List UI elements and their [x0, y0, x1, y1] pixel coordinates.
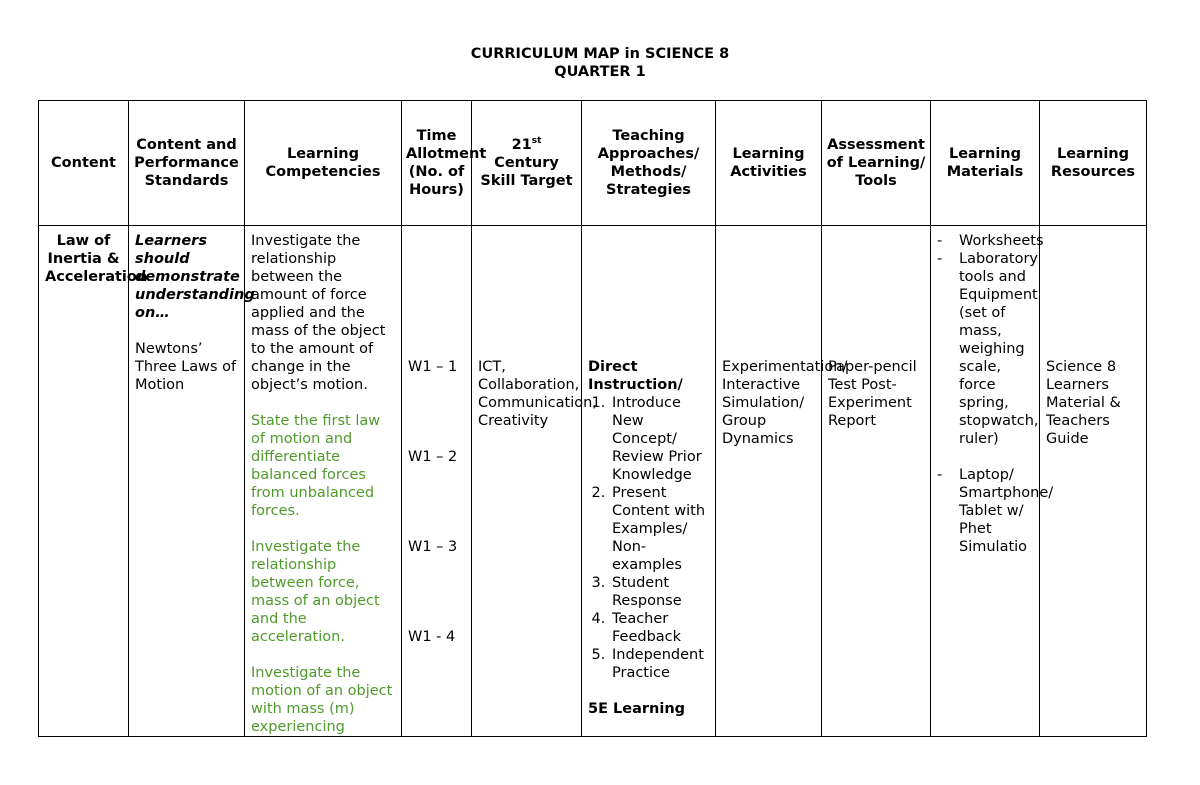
- header-standards: Content and Performance Standards: [129, 101, 245, 226]
- material-item: - Laptop/ Smartphone/ Tablet w/ Phet Simulatio: [937, 466, 1033, 556]
- competency-3: Investigate the relationship between force, mass of an object and the acceleration.: [251, 539, 380, 645]
- cell-materials: [931, 226, 1054, 737]
- week-3: W1 – 3: [408, 539, 458, 555]
- material-item: - Worksheets: [937, 232, 1033, 250]
- header-resources: Learning Resources: [1040, 101, 1147, 226]
- cell-skill-target: [472, 226, 597, 737]
- header-content: Content: [39, 101, 129, 226]
- week-1: W1 – 1: [408, 359, 458, 375]
- approach-step: 1. Introduce New Concept/ Review Prior Knowledge: [610, 394, 709, 484]
- activities-text: Experimentation/ Interactive Simulation/ Group Dynamics: [722, 359, 848, 447]
- approach-step: 2. Present Content with Examples/ Non-examples: [610, 484, 709, 574]
- header-skill-target: 21st Century Skill Target: [472, 101, 582, 226]
- approach-steps: [588, 394, 709, 682]
- standards-text: Newtons’ Three Laws of Motion: [135, 341, 237, 393]
- approach-step: 3. Student Response: [610, 574, 709, 610]
- cell-time-allotment: [402, 226, 472, 737]
- approach-step: 5. Independent Practice: [610, 646, 709, 682]
- cell-assessment: [822, 226, 931, 737]
- cell-approaches: [582, 226, 716, 737]
- header-row: [39, 101, 1147, 226]
- header-assessment: Assessment of Learning/ Tools: [822, 101, 931, 226]
- standards-intro: Learners should demonstrate understanding on…: [135, 233, 255, 321]
- header-time-allotment: Time Allotment (No. of Hours): [402, 101, 472, 226]
- assessment-text: Paper-pencil Test Post-Experiment Report: [828, 359, 917, 429]
- header-competencies: Learning Competencies: [245, 101, 402, 226]
- cell-standards: [129, 226, 255, 737]
- cell-competencies: [245, 226, 402, 737]
- curriculum-table: [38, 100, 1147, 737]
- skills-text: ICT, Collaboration, Communication, Creativity: [478, 359, 597, 429]
- week-2: W1 – 2: [408, 449, 458, 465]
- approach-next: 5E Learning: [588, 701, 686, 717]
- approach-step: 4. Teacher Feedback: [610, 610, 709, 646]
- material-item: - Laboratory tools and Equipment (set of mass, weighing scale, force spring, stopwatch, ruler): [937, 250, 1033, 448]
- cell-resources: [1040, 226, 1147, 737]
- header-approaches: Teaching Approaches/ Methods/ Strategies: [582, 101, 716, 226]
- competency-4: Investigate the motion of an object with mass (m) experiencing: [251, 665, 393, 735]
- page-title: CURRICULUM MAP in SCIENCE 8: [470, 46, 730, 62]
- competency-1: Investigate the relationship between the amount of force applied and the mass of the object to the amount of change in the object’s motion.: [251, 233, 386, 393]
- materials-list: [937, 232, 1054, 556]
- resources-text: Science 8 Learners Material & Teachers Guide: [1046, 359, 1121, 447]
- content-row: [39, 226, 1147, 737]
- page-subtitle: QUARTER 1: [554, 64, 646, 80]
- cell-content: Law of Inertia & Acceleration: [39, 226, 129, 737]
- approach-title: Direct Instruction/: [588, 359, 683, 393]
- week-4: W1 - 4: [408, 629, 456, 645]
- header-materials: Learning Materials: [931, 101, 1040, 226]
- competency-2: State the first law of motion and differentiate balanced forces from unbalanced forces.: [251, 413, 381, 519]
- cell-activities: [716, 226, 848, 737]
- header-activities: Learning Activities: [716, 101, 822, 226]
